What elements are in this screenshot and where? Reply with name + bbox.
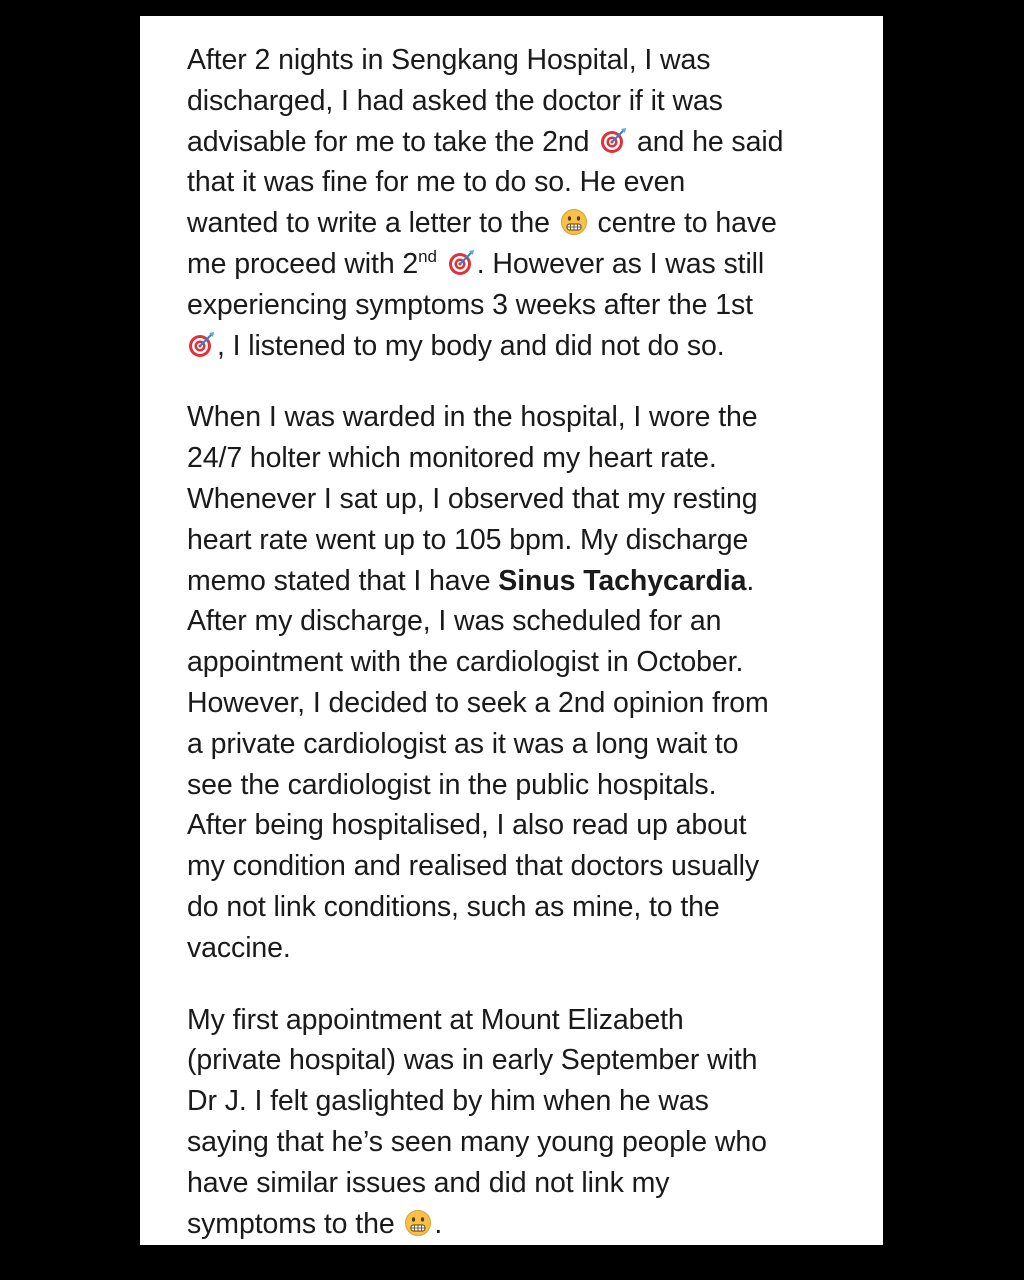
text-line: [187, 326, 863, 367]
text-line: Dr J. I felt gaslighted by him when he was: [187, 1085, 709, 1118]
text-fragment: wanted to write a letter to the: [187, 207, 550, 240]
text-line: saying that he’s seen many young people who: [187, 1125, 767, 1158]
text-fragment: advisable for me to take the 2nd: [187, 125, 590, 158]
superscript: nd: [418, 246, 437, 266]
text-line: appointment with the cardiologist in October.: [187, 646, 744, 679]
text-line: [187, 244, 863, 285]
text-line: After being hospitalised, I also read up about: [187, 809, 747, 842]
text-line: my condition and realised that doctors usually: [187, 850, 760, 883]
text-line: (private hospital) was in early September with: [187, 1044, 758, 1077]
text-line: have similar issues and did not link my: [187, 1166, 670, 1199]
text-fragment: symptoms to the: [187, 1207, 395, 1240]
text-fragment: memo stated that I have: [187, 564, 491, 597]
text-line: After my discharge, I was scheduled for an: [187, 605, 722, 638]
text-line: 24/7 holter which monitored my heart rate.: [187, 442, 717, 475]
text-line: a private cardiologist as it was a long wait to: [187, 727, 739, 760]
text-line: [187, 203, 863, 244]
text-line: heart rate went up to 105 bpm. My discharge: [187, 523, 749, 556]
text-line: [187, 1204, 863, 1245]
dart-target-icon: [187, 331, 215, 359]
text-line: When I was warded in the hospital, I wore the: [187, 401, 758, 434]
paragraph-first-appointment: [187, 1000, 863, 1245]
text-line: discharged, I had asked the doctor if it was: [187, 84, 723, 117]
text-line: My first appointment at Mount Elizabeth: [187, 1003, 684, 1036]
text-fragment: me proceed with 2: [187, 247, 419, 280]
text-line: Whenever I sat up, I observed that my resting: [187, 482, 758, 515]
text-fragment: .: [746, 564, 755, 597]
text-line: vaccine.: [187, 931, 291, 964]
text-card: [140, 16, 883, 1245]
text-line: [187, 122, 863, 163]
text-fragment: .: [434, 1207, 443, 1240]
grimacing-face-icon: [560, 208, 588, 236]
text-line: After 2 nights in Sengkang Hospital, I was: [187, 44, 711, 76]
text-line: [187, 561, 863, 602]
dart-target-icon: [599, 127, 627, 155]
text-fragment: centre to have: [597, 207, 777, 240]
text-line: experiencing symptoms 3 weeks after the 1st: [187, 288, 753, 321]
text-fragment: and he said: [637, 125, 784, 158]
grimacing-face-icon: [404, 1209, 432, 1237]
text-line: do not link conditions, such as mine, to the: [187, 890, 720, 923]
diagnosis-bold: Sinus Tachycardia: [498, 564, 747, 597]
dart-target-icon: [447, 249, 475, 277]
text-fragment: . However as I was still: [476, 247, 765, 280]
text-line: that it was fine for me to do so. He even: [187, 166, 686, 199]
text-line: However, I decided to seek a 2nd opinion from: [187, 686, 769, 719]
text-line: see the cardiologist in the public hospitals.: [187, 768, 717, 801]
paragraph-holter-monitoring: [187, 397, 863, 968]
text-fragment: , I listened to my body and did not do so.: [217, 329, 725, 362]
paragraph-hospital-discharge: [187, 40, 863, 366]
